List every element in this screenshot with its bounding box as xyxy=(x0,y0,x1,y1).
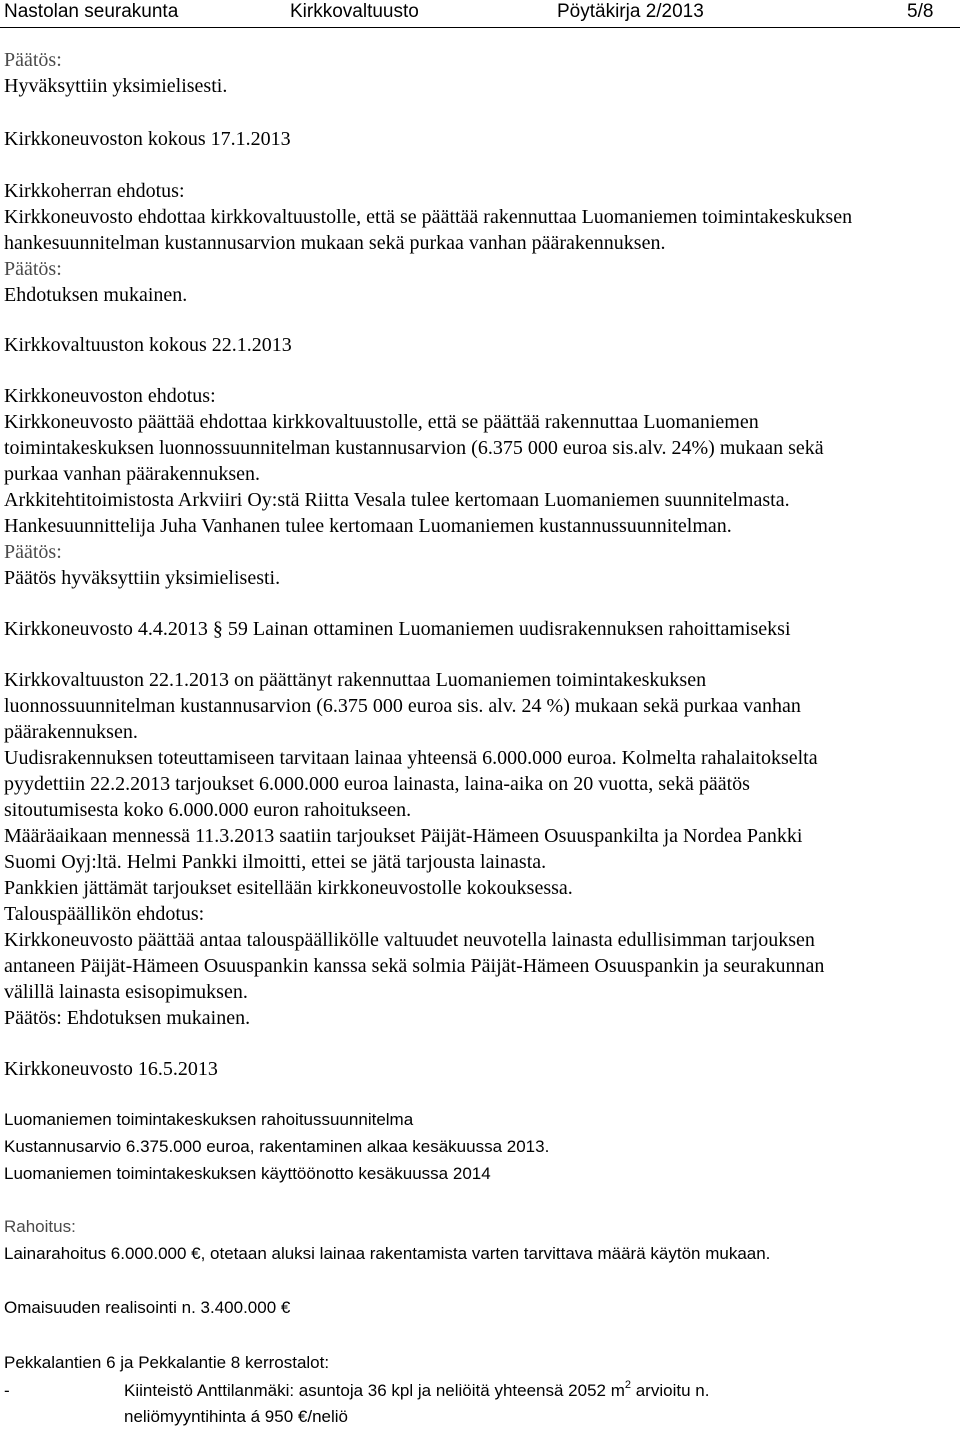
list-item-continuation: neliömyyntihinta á 950 €/neliö xyxy=(124,1407,348,1426)
decision-text: Päätös: Ehdotuksen mukainen. xyxy=(4,1007,251,1029)
cost-estimate: Kustannusarvio 6.375.000 euroa, rakentaminen alkaa kesäkuussa 2013. xyxy=(4,1137,550,1156)
paragraph-line: toimintakeskuksen luonnossuunnitelman kustannusarvion (6.375 000 euroa sis.alv. 24%) mukaan sekä xyxy=(4,437,824,459)
paragraph-line: Kirkkoneuvosto päättää ehdottaa kirkkovaltuustolle, että se päättää rakennuttaa Luomaniemen xyxy=(4,411,759,433)
decision-text: Päätös hyväksyttiin yksimielisesti. xyxy=(4,567,281,589)
commissioning-date: Luomaniemen toimintakeskuksen käyttöönotto kesäkuussa 2014 xyxy=(4,1164,491,1183)
decision-label: Päätös: xyxy=(4,541,62,563)
plan-title: Luomaniemen toimintakeskuksen rahoitussuunnitelma xyxy=(4,1110,414,1129)
meeting-heading: Kirkkovaltuuston kokous 22.1.2013 xyxy=(4,334,292,356)
paragraph-line: Suomi Oyj:ltä. Helmi Pankki ilmoitti, ettei se jätä tarjousta lainasta. xyxy=(4,851,547,873)
paragraph-line: Kirkkoneuvosto päättää antaa talouspäällikölle valtuudet neuvotella lainasta edullisimman tarjouksen xyxy=(4,929,815,951)
paragraph-line: päärakennuksen. xyxy=(4,721,138,743)
list-item-text: Kiinteistö Anttilanmäki: asuntoja 36 kpl ja neliöitä yhteensä 2052 m xyxy=(124,1381,625,1400)
funding-label: Rahoitus: xyxy=(4,1217,76,1236)
paragraph-line: pyydettiin 22.2.2013 tarjoukset 6.000.000 euroa lainasta, laina-aika on 20 vuotta, sekä päätös xyxy=(4,773,750,795)
header-page-number: 5/8 xyxy=(907,1,934,22)
proposal-label: Kirkkoherran ehdotus: xyxy=(4,180,185,202)
header-document: Pöytäkirja 2/2013 xyxy=(557,1,704,22)
paragraph-line: hankesuunnitelman kustannusarvion mukaan sekä purkaa vanhan päärakennuksen. xyxy=(4,232,666,254)
superscript: 2 xyxy=(624,1379,631,1391)
paragraph-line: Kirkkovaltuuston 22.1.2013 on päättänyt rakennuttaa Luomaniemen toimintakeskuksen xyxy=(4,669,707,691)
proposal-label: Talouspäällikön ehdotus: xyxy=(4,903,205,925)
decision-text: Ehdotuksen mukainen. xyxy=(4,284,188,306)
list-item-text-end: arvioitu n. xyxy=(631,1381,710,1400)
section-heading: Kirkkoneuvosto 4.4.2013 § 59 Lainan ottaminen Luomaniemen uudisrakennuksen rahoittamiseksi xyxy=(4,618,791,640)
paragraph-line: Uudisrakennuksen toteuttamiseen tarvitaan lainaa yhteensä 6.000.000 euroa. Kolmelta rahalaitokselta xyxy=(4,747,818,769)
paragraph-line: purkaa vanhan päärakennuksen. xyxy=(4,463,260,485)
paragraph-line: luonnossuunnitelman kustannusarvion (6.375 000 euroa sis. alv. 24 %) mukaan sekä purkaa vanhan xyxy=(4,695,801,717)
header-body: Kirkkovaltuusto xyxy=(290,1,419,22)
list-bullet: - xyxy=(4,1381,10,1400)
list-item xyxy=(124,1381,709,1401)
decision-label: Päätös: xyxy=(4,49,62,71)
loan-financing: Lainarahoitus 6.000.000 €, otetaan aluksi lainaa rakentamista varten tarvittava määrä käytön mukaan. xyxy=(4,1244,771,1263)
asset-realisation: Omaisuuden realisointi n. 3.400.000 € xyxy=(4,1298,291,1317)
paragraph-line: sitoutumisesta koko 6.000.000 euron rahoitukseen. xyxy=(4,799,412,821)
decision-label: Päätös: xyxy=(4,258,62,280)
paragraph-line: Kirkkoneuvosto ehdottaa kirkkovaltuustolle, että se päättää rakennuttaa Luomaniemen toimintakeskuksen xyxy=(4,206,853,228)
page-header xyxy=(0,0,960,28)
paragraph-line: Hankesuunnittelija Juha Vanhanen tulee kertomaan Luomaniemen kustannussuunnitelman. xyxy=(4,515,732,537)
paragraph-line: Määräaikaan mennessä 11.3.2013 saatiin tarjoukset Päijät-Hämeen Osuuspankilta ja Nordea Pankki xyxy=(4,825,803,847)
apartment-buildings: Pekkalantien 6 ja Pekkalantie 8 kerrostalot: xyxy=(4,1353,330,1372)
decision-text: Hyväksyttiin yksimielisesti. xyxy=(4,75,228,97)
meeting-heading: Kirkkoneuvoston kokous 17.1.2013 xyxy=(4,128,291,150)
paragraph-line: antaneen Päijät-Hämeen Osuuspankin kanssa sekä solmia Päijät-Hämeen Osuuspankin ja seurakunnan xyxy=(4,955,825,977)
meeting-heading: Kirkkoneuvosto 16.5.2013 xyxy=(4,1058,218,1080)
paragraph-line: Arkkitehtitoimistosta Arkviiri Oy:stä Riitta Vesala tulee kertomaan Luomaniemen suunnitelmasta. xyxy=(4,489,790,511)
paragraph-line: välillä lainasta esisopimuksen. xyxy=(4,981,248,1003)
header-organization: Nastolan seurakunta xyxy=(4,1,179,22)
proposal-label: Kirkkoneuvoston ehdotus: xyxy=(4,385,216,407)
paragraph-line: Pankkien jättämät tarjoukset esitellään kirkkoneuvostolle kokouksessa. xyxy=(4,877,573,899)
